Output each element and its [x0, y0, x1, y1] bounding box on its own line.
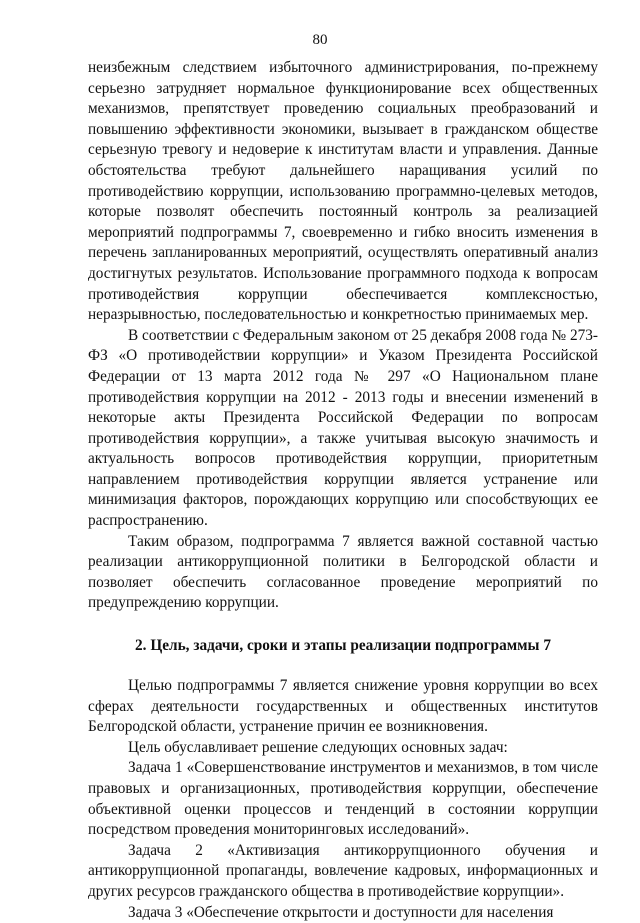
paragraph-goal: Целью подпрограммы 7 является снижение уровня коррупции во всех сферах деятельности государственных и общественных институтов Белгородской области, устранение причин ее возникновения. [88, 677, 598, 736]
section-heading: 2. Цель, задачи, сроки и этапы реализации подпрограммы 7 [135, 637, 551, 655]
paragraph-continuation: неизбежным следствием избыточного администрирования, по-прежнему серьезно затрудняет нормальное функционирование всех общественных механизмов, препятствует проведению социальных преобразований и повышению эффективности экономики, вызывает в гражданском обществе серьезную тревогу и недоверие к институтам власти и управления. Данные обстоятельства требуют дальнейшего наращивания усилий по противодействию коррупции, использованию программно-целевых методов, которые позволят обеспечить постоянный контроль за реализацией мероприятий подпрограммы 7, своевременно и гибко вносить изменения в перечень запланированных мероприятий, осуществлять оперативный анализ достигнутых результатов. Использование программного подхода к вопросам противодействия коррупции обеспечивается комплексностью, неразрывностью, последовательностью и конкретностью принимаемых мер. [88, 59, 598, 324]
paragraph-task-1: Задача 1 «Совершенствование инструментов и механизмов, в том числе правовых и организационных, противодействия коррупции, обеспечение объективной оценки процессов и тенденций в состоянии коррупции посредством проведения мониторинговых исследований». [88, 759, 598, 839]
paragraph-task-2: Задача 2 «Активизация антикоррупционного обучения и антикоррупционной пропаганды, вовлечение кадровых, информационных и других ресурсов гражданского общества в противодействие коррупции». [88, 841, 598, 900]
page-number: 80 [312, 32, 328, 48]
document-body [88, 58, 598, 923]
paragraph-task-3: Задача 3 «Обеспечение открытости и доступности для населения [128, 903, 554, 921]
paragraph-federal-law: В соответствии с Федеральным законом от 25 декабря 2008 года № 273-ФЗ «О противодействии коррупции» и Указом Президента Российской Федерации от 13 марта 2012 года № 297 «О Национальном плане противодействия коррупции на 2012 - 2013 годы и внесении изменений в некоторые акты Президента Российской Федерации по вопросам противодействия коррупции», а также учитывая высокую значимость и актуальность вопросов противодействия коррупции, приоритетным направлением противодействия коррупции является устранение или минимизация факторов, порождающих коррупцию или способствующих ее распространению. [88, 326, 598, 530]
paragraph-conclusion: Таким образом, подпрограмма 7 является важной составной частью реализации антикоррупционной политики в Белгородской области и позволяет обеспечить согласованное проведение мероприятий по предупреждению коррупции. [88, 532, 598, 612]
paragraph-tasks-intro: Цель обуславливает решение следующих основных задач: [128, 738, 508, 756]
